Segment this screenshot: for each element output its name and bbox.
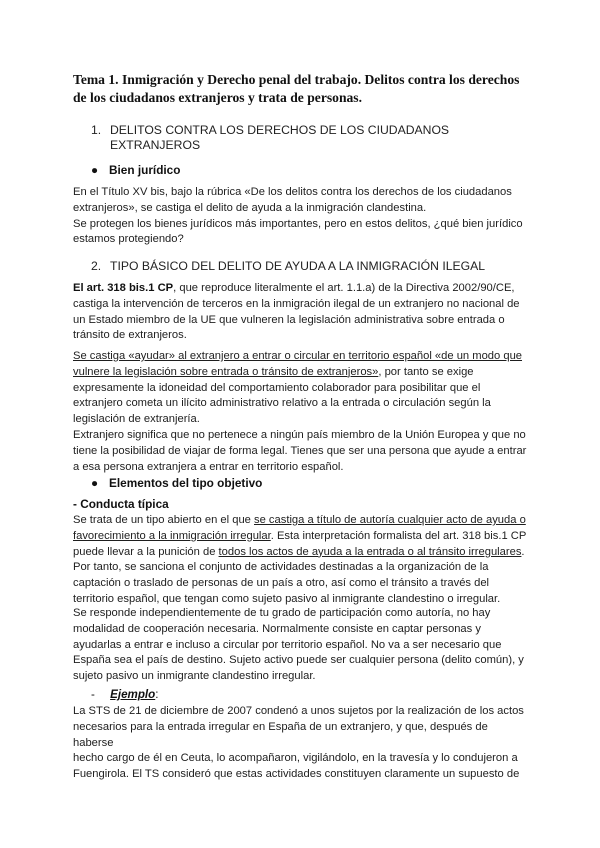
text-line: extranjeros», se castiga el delito de ayuda a la inmigración clandestina. [73,201,427,214]
text-line: necesarios para la entrada irregular en España de un extranjero, y que, después de haberse [73,720,488,749]
text-line: puede llevar a la punición de todos los actos de ayuda a la entrada o al tránsito irregulares. [73,545,525,558]
text-line: legislación de extranjería. [73,413,200,426]
text-line: modalidad de cooperación necesaria. Normalmente consiste en captar personas y [73,622,481,635]
subheading-conducta-tipica: - Conducta típica [73,497,169,511]
bullet-icon: ● [91,163,99,177]
text-line: El art. 318 bis.1 CP, que reproduce literalmente el art. 1.1.a) de la Directiva 2002/90/CE, [73,282,515,294]
text-line: Se trata de un tipo abierto en el que se castiga a título de autoría cualquier acto de ayuda o [73,514,526,526]
example-label [91,688,158,701]
bullet-label: Elementos del tipo objetivo [109,476,263,490]
bullet-icon: ● [91,476,99,490]
article-reference: El art. 318 bis.1 CP [73,282,174,294]
text-line: Se castiga «ayudar» al extranjero a entrar o circular en territorio español «de un modo que [73,350,523,362]
text-line: tiene la posibilidad de viajar de forma legal. Tienes que ser una persona que ayude a entrar [73,444,527,457]
paragraph-sts [73,704,528,783]
text-line: extranjero cometa un ilícito administrativo relativo a la entrada o circulación según la [73,397,491,410]
section-1-line1: DELITOS CONTRA LOS DERECHOS DE LOS CIUDADANOS [110,123,450,137]
text-line: estamos protegiendo? [73,233,184,246]
section-1-line2: EXTRANJEROS [110,138,201,152]
paragraph-participacion [73,606,528,685]
example-title: Ejemplo [110,688,156,701]
text-line: hecho cargo de él en Ceuta, lo acompañaron, vigilándolo, en la travesía y lo condujeron a [73,752,518,765]
text-line: vulnere la legislación sobre entrada o tránsito de extranjeros», por tanto se exige [73,365,474,378]
text-line: a esa persona extranjera a entrar en territorio español. [73,460,344,473]
text-line: tránsito de extranjeros. [73,329,187,342]
text-line: ayudarlas a entrar e incluso a circular por territorio español. No va a ser necesario que [73,638,502,651]
paragraph-tipo-abierto [73,513,528,608]
text-line: Se protegen los bienes jurídicos más importantes, pero en estos delitos, ¿qué bien jurídico [73,217,523,230]
text-line: Fuengirola. El TS consideró que estas actividades constituyen claramente un supuesto de [73,768,520,781]
text-line: En el Título XV bis, bajo la rúbrica «De los delitos contra los derechos de los ciudadanos [73,186,512,198]
paragraph-art-318 [73,281,528,344]
text-line: castiga la intervención de terceros en la inmigración ilegal de un extranjero no nacional de [73,297,520,310]
section-2-title: TIPO BÁSICO DEL DELITO DE AYUDA A LA INMIGRACIÓN ILEGAL [110,259,485,273]
text-line: expresamente la idoneidad del comportamiento colaborador para posibilitar que el [73,381,481,394]
text-line: Se responde independientemente de tu grado de participación como autoría, no hay [73,607,491,619]
text-line: sujeto pasivo un inmigrante clandestino irregular. [73,670,316,683]
text-line: La STS de 21 de diciembre de 2007 condenó a unos sujetos por la realización de los actos [73,705,524,717]
text-line: España sea el país de destino. Sujeto activo puede ser cualquier persona (delito común), y [73,654,524,667]
example-dash: - [91,688,95,701]
section-1-number: 1. [91,123,102,137]
text-line: favorecimiento a la inmigración irregular. Esta interpretación formalista del art. 318 bis.1 CP [73,529,527,542]
section-2-number: 2. [91,259,102,273]
paragraph-bien-juridico [73,185,528,248]
paragraph-ayudar [73,349,528,475]
text-line: un Estado miembro de la UE que vulneren la legislación administrativa sobre entrada o [73,313,505,326]
text-line: Extranjero significa que no pertenece a ningún país miembro de la Unión Europea y que no [73,428,526,441]
text-line: territorio español, que tengan como sujeto pasivo al inmigrante clandestino o irregular. [73,592,501,605]
example-colon: : [155,688,159,701]
text-line: Por tanto, se sanciona el conjunto de actividades destinadas a la organización de la [73,561,489,574]
bullet-label: Bien jurídico [109,163,181,177]
page-title: Tema 1. Inmigración y Derecho penal del trabajo. Delitos contra los derechos de los ciudadanos extranjeros y trata de personas. [73,72,520,105]
text-line: captación o traslado de personas de un país a otro, así como el tránsito a través del [73,577,490,590]
